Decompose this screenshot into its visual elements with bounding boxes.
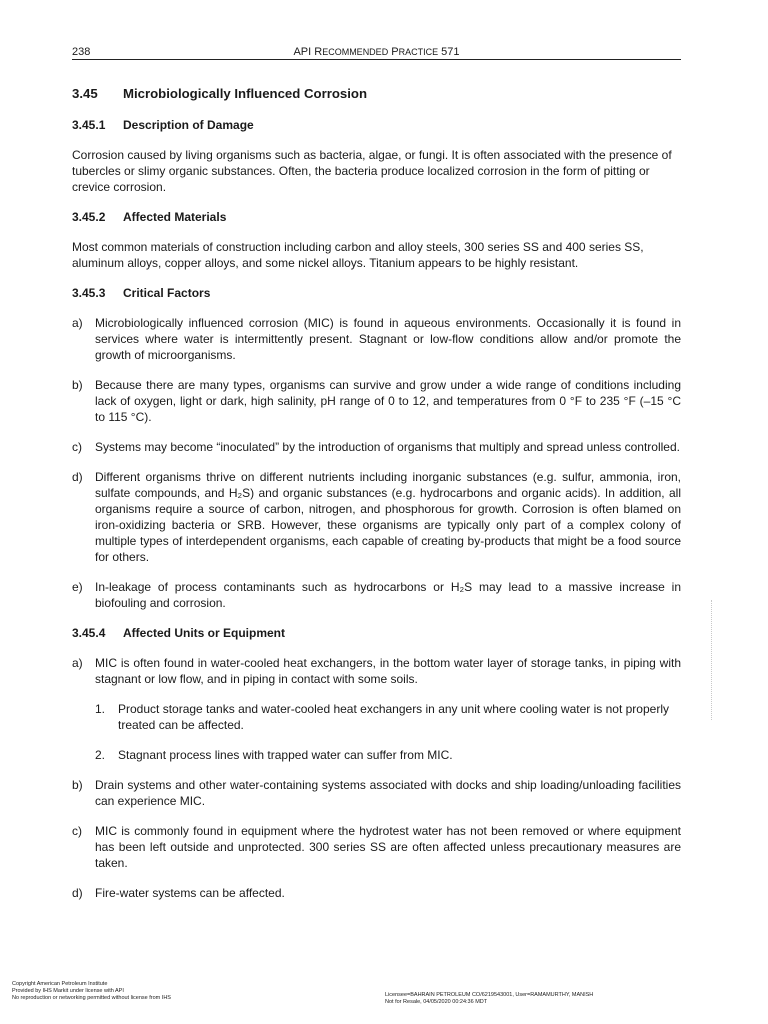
sub-list-item-text: Product storage tanks and water-cooled heat exchangers in any unit where cooling water is not properly treated can be affected. <box>118 702 669 732</box>
sub-list-item-text: Stagnant process lines with trapped water can suffer from MIC. <box>118 748 453 762</box>
footer-line: Provided by IHS Markit under license with API <box>12 988 124 994</box>
section-number: 3.45 <box>72 86 98 101</box>
subsection-heading-materials <box>72 209 681 225</box>
list-marker: e) <box>72 580 83 594</box>
list-item <box>72 579 681 611</box>
running-title <box>72 45 681 59</box>
list-marker: a) <box>72 316 83 330</box>
list-item-text: MIC is often found in water-cooled heat exchangers, in the bottom water layer of storage tanks, in piping with stagnant or low flow, and in piping in contact with some soils. <box>95 656 681 686</box>
subsection-heading-affected-units <box>72 625 681 641</box>
footer-line: Licensee=BAHRAIN PETROLEUM CO/6219543001, User=RAMAMURTHY, MANISH <box>385 992 594 998</box>
list-item-text: MIC is commonly found in equipment where the hydrotest water has not been removed or where equipment has been left outside and unprotected. 300 series SS are often affected unless precautionary measures are taken. <box>95 824 681 870</box>
subsection-title: Affected Materials <box>123 210 227 224</box>
footer-line: No reproduction or networking permitted without license from IHS <box>12 995 171 1001</box>
list-marker: c) <box>72 440 82 454</box>
running-title-prefix: API R <box>293 46 323 58</box>
list-marker: d) <box>72 470 83 484</box>
subsection-number: 3.45.4 <box>72 626 106 640</box>
footer-license <box>385 992 593 1006</box>
footer-copyright <box>12 981 171 1002</box>
page-content <box>72 85 681 915</box>
list-item <box>72 469 681 565</box>
margin-mark <box>711 600 715 720</box>
list-item-text: Drain systems and other water-containing systems associated with docks and ship loading/unloading facilities can experience MIC. <box>95 778 681 808</box>
sub-list-marker: 2. <box>95 748 106 762</box>
footer-line: Not for Resale, 04/05/2020 00:24:36 MDT <box>385 999 488 1005</box>
list-item <box>72 823 681 871</box>
subsection-title: Critical Factors <box>123 286 211 300</box>
page-number: 238 <box>72 46 91 58</box>
list-item-text: Fire-water systems can be affected. <box>95 886 285 900</box>
running-title-mid: P <box>388 46 399 58</box>
list-item <box>72 777 681 809</box>
section-heading <box>72 85 681 103</box>
running-header <box>72 45 681 59</box>
list-marker: c) <box>72 824 82 838</box>
materials-paragraph: Most common materials of construction including carbon and alloy steels, 300 series SS and 400 series SS, aluminum alloys, copper alloys, and some nickel alloys. Titanium appears to be highly resistant. <box>72 240 644 270</box>
list-marker: a) <box>72 656 83 670</box>
list-item-text: Because there are many types, organisms can survive and grow under a wide range of conditions including lack of oxygen, light or dark, high salinity, pH range of 0 to 12, and temperatures from 0 °F to 235 °F (–15 °C to 115 °C). <box>95 378 681 424</box>
list-item-text: Systems may become “inoculated” by the introduction of organisms that multiply and spread unless controlled. <box>95 440 680 454</box>
list-item <box>72 885 681 901</box>
list-item <box>72 377 681 425</box>
subsection-number: 3.45.3 <box>72 286 106 300</box>
header-rule <box>72 59 681 60</box>
description-paragraph: Corrosion caused by living organisms such as bacteria, algae, or fungi. It is often associated with the presence of tubercles or slimy organic substances. Often, the bacteria produce localized corrosion in the form of pitting or crevice corrosion. <box>72 148 672 194</box>
list-item-text: Different organisms thrive on different nutrients including inorganic substances (e.g. sulfur, ammonia, iron, sulfate compounds, and H₂S) and organic substances (e.g. hydrocarbons and organic acids). In addition, all organisms require a source of carbon, nitrogen, and phosphorous for growth. Corrosion is often blamed on iron-oxidizing bacteria or SRB. However, these organisms are typically only part of a complex colony of multiple types of interdependent organisms, each capable of creating by-products that might be a food source for others. <box>95 470 681 564</box>
subsection-title: Description of Damage <box>123 118 254 132</box>
subsection-number: 3.45.2 <box>72 210 106 224</box>
list-marker: d) <box>72 886 83 900</box>
list-marker: b) <box>72 378 83 392</box>
list-item-text: In-leakage of process contaminants such as hydrocarbons or H₂S may lead to a massive increase in biofouling and corrosion. <box>95 580 681 610</box>
running-title-smallcaps-1: ECOMMENDED <box>322 47 389 57</box>
running-title-smallcaps-2: RACTICE <box>398 47 439 57</box>
sub-list-marker: 1. <box>95 702 106 716</box>
subsection-heading-description <box>72 117 681 133</box>
footer-line: Copyright American Petroleum Institute <box>12 981 108 987</box>
list-item <box>72 439 681 455</box>
section-title: Microbiologically Influenced Corrosion <box>123 86 367 101</box>
subsection-title: Affected Units or Equipment <box>123 626 286 640</box>
sub-list-item <box>72 747 681 763</box>
subsection-number: 3.45.1 <box>72 118 106 132</box>
sub-list-item <box>72 701 681 733</box>
subsection-heading-critical-factors <box>72 285 681 301</box>
list-item <box>72 655 681 687</box>
list-marker: b) <box>72 778 83 792</box>
list-item-text: Microbiologically influenced corrosion (MIC) is found in aqueous environments. Occasionally it is found in services where water is intermittently present. Stagnant or low-flow conditions allow and/or promote the growth of microorganisms. <box>95 316 681 362</box>
running-title-suffix: 571 <box>438 46 460 58</box>
list-item <box>72 315 681 363</box>
